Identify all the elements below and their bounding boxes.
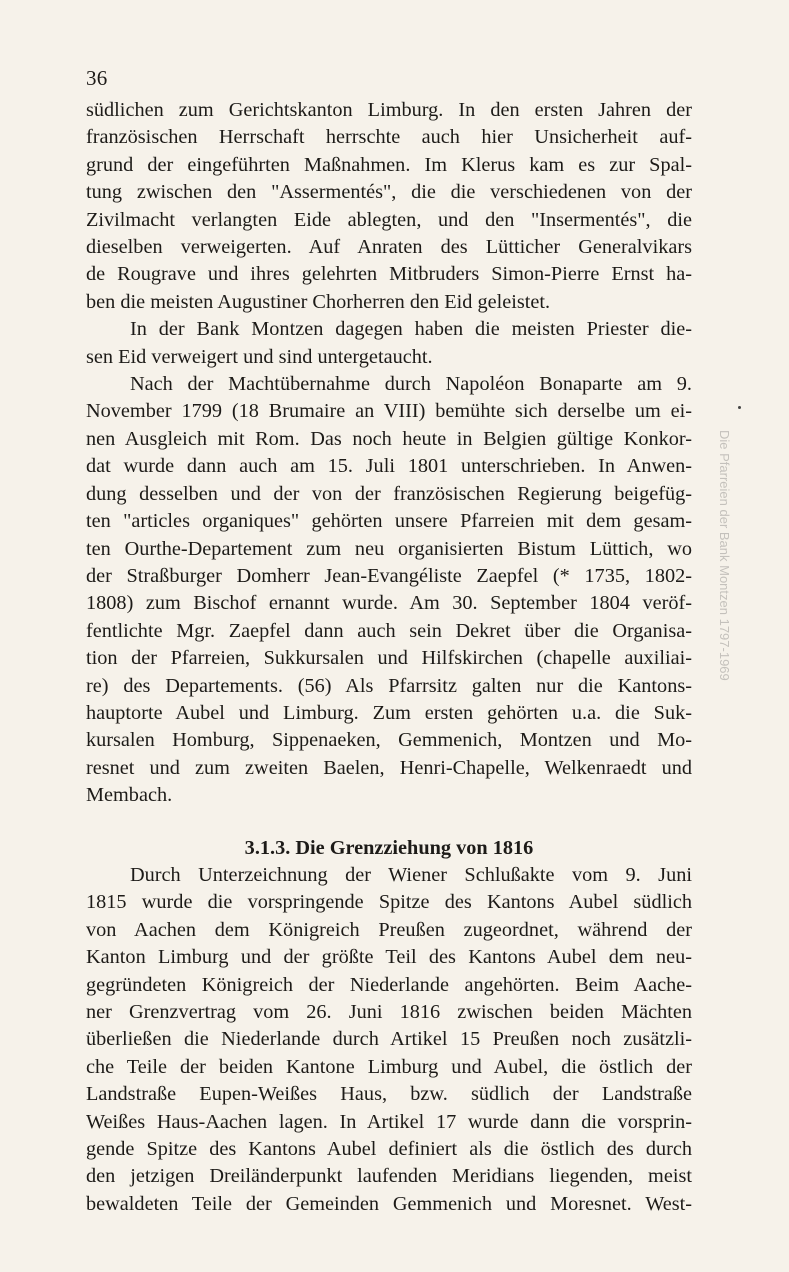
- text-line: überließen die Niederlande durch Artikel 15 Preußen noch zusätzli-: [86, 1028, 692, 1051]
- text-line: nen Ausgleich mit Rom. Das noch heute in Belgien gültige Konkor-: [86, 427, 692, 450]
- section-paragraph: [86, 862, 692, 1218]
- text-line: tion der Pfarreien, Sukkursalen und Hilfskirchen (chapelle auxiliai-: [86, 647, 692, 670]
- section-heading: 3.1.3. Die Grenzziehung von 1816: [244, 836, 534, 859]
- text-line: sen Eid verweigert und sind untergetaucht.: [86, 345, 433, 368]
- text-line: fentlichte Mgr. Zaepfel dann auch sein Dekret über die Organisa-: [86, 619, 692, 642]
- text-line: re) des Departements. (56) Als Pfarrsitz galten nur die Kantons-: [86, 674, 692, 697]
- body-text: [86, 97, 692, 1218]
- text-line: tung zwischen den "Assermentés", die die verschiedenen von der: [86, 181, 692, 204]
- text-line: Durch Unterzeichnung der Wiener Schlußakte vom 9. Juni: [130, 863, 692, 886]
- text-line: resnet und zum zweiten Baelen, Henri-Chapelle, Welkenraedt und: [86, 756, 692, 779]
- text-line: südlichen zum Gerichtskanton Limburg. In den ersten Jahren der: [86, 99, 692, 121]
- text-line: ner Grenzvertrag vom 26. Juni 1816 zwischen beiden Mächten: [86, 1001, 692, 1023]
- text-line: November 1799 (18 Brumaire an VIII) bemühte sich derselbe um ei-: [86, 400, 692, 423]
- text-line: dat wurde dann auch am 15. Juli 1801 unterschrieben. In Anwen-: [86, 455, 692, 478]
- text-line: Membach.: [86, 784, 173, 807]
- text-line: 1815 wurde die vorspringende Spitze des Kantons Aubel südlich: [86, 891, 692, 914]
- paragraph-3: [86, 371, 692, 810]
- text-line: Weißes Haus-Aachen lagen. In Artikel 17 wurde dann die vorsprin-: [86, 1110, 692, 1133]
- bleed-through-label: Die Pfarreien der Bank Montzen 1797-1969: [717, 430, 732, 681]
- text-line: ten "articles organiques" gehörten unsere Pfarreien mit dem gesam-: [86, 510, 692, 533]
- text-line: französischen Herrschaft herrschte auch hier Unsicherheit auf-: [86, 126, 692, 149]
- text-line: der Straßburger Domherr Jean-Evangéliste Zaepfel (* 1735, 1802-: [86, 564, 692, 587]
- text-line: In der Bank Montzen dagegen haben die meisten Priester die-: [130, 318, 692, 341]
- paragraph-1: [86, 97, 692, 316]
- text-line: hauptorte Aubel und Limburg. Zum ersten gehörten u.a. die Suk-: [86, 701, 692, 724]
- print-speck: [738, 406, 741, 409]
- text-line: bewaldeten Teile der Gemeinden Gemmenich und Moresnet. West-: [86, 1192, 692, 1215]
- text-line: Landstraße Eupen-Weißes Haus, bzw. südlich der Landstraße: [86, 1083, 692, 1106]
- text-line: den jetzigen Dreiländerpunkt laufenden Meridians liegenden, meist: [86, 1165, 692, 1188]
- text-line: von Aachen dem Königreich Preußen zugeordnet, während der: [86, 918, 692, 941]
- text-line: dieselben verweigerten. Auf Anraten des Lütticher Generalvikars: [86, 236, 692, 259]
- text-line: che Teile der beiden Kantone Limburg und Aubel, die östlich der: [86, 1055, 692, 1078]
- text-line: Kanton Limburg und der größte Teil des Kantons Aubel dem neu-: [86, 946, 692, 969]
- text-line: grund der eingeführten Maßnahmen. Im Klerus kam es zur Spal-: [86, 153, 692, 176]
- text-line: 1808) zum Bischof ernannt wurde. Am 30. September 1804 veröf-: [86, 592, 692, 615]
- text-line: de Rougrave und ihres gelehrten Mitbruders Simon-Pierre Ernst ha-: [86, 263, 692, 286]
- text-line: ten Ourthe-Departement zum neu organisierten Bistum Lüttich, wo: [86, 537, 692, 560]
- bleed-through-text: [708, 430, 742, 870]
- text-line: ben die meisten Augustiner Chorherren den Eid geleistet.: [86, 290, 551, 313]
- text-line: gende Spitze des Kantons Aubel definiert als die östlich des durch: [86, 1138, 692, 1161]
- page-number: 36: [86, 66, 108, 90]
- text-line: kursalen Homburg, Sippenaeken, Gemmenich, Montzen und Mo-: [86, 729, 692, 752]
- text-line: gegründeten Königreich der Niederlande angehörten. Beim Aache-: [86, 973, 692, 996]
- text-line: Nach der Machtübernahme durch Napoléon Bonaparte am 9.: [130, 373, 692, 396]
- text-line: Zivilmacht verlangten Eide ablegten, und den "Insermentés", die: [86, 208, 692, 231]
- paragraph-2: [86, 316, 692, 371]
- text-line: dung desselben und der von der französischen Regierung beigefüg-: [86, 482, 692, 505]
